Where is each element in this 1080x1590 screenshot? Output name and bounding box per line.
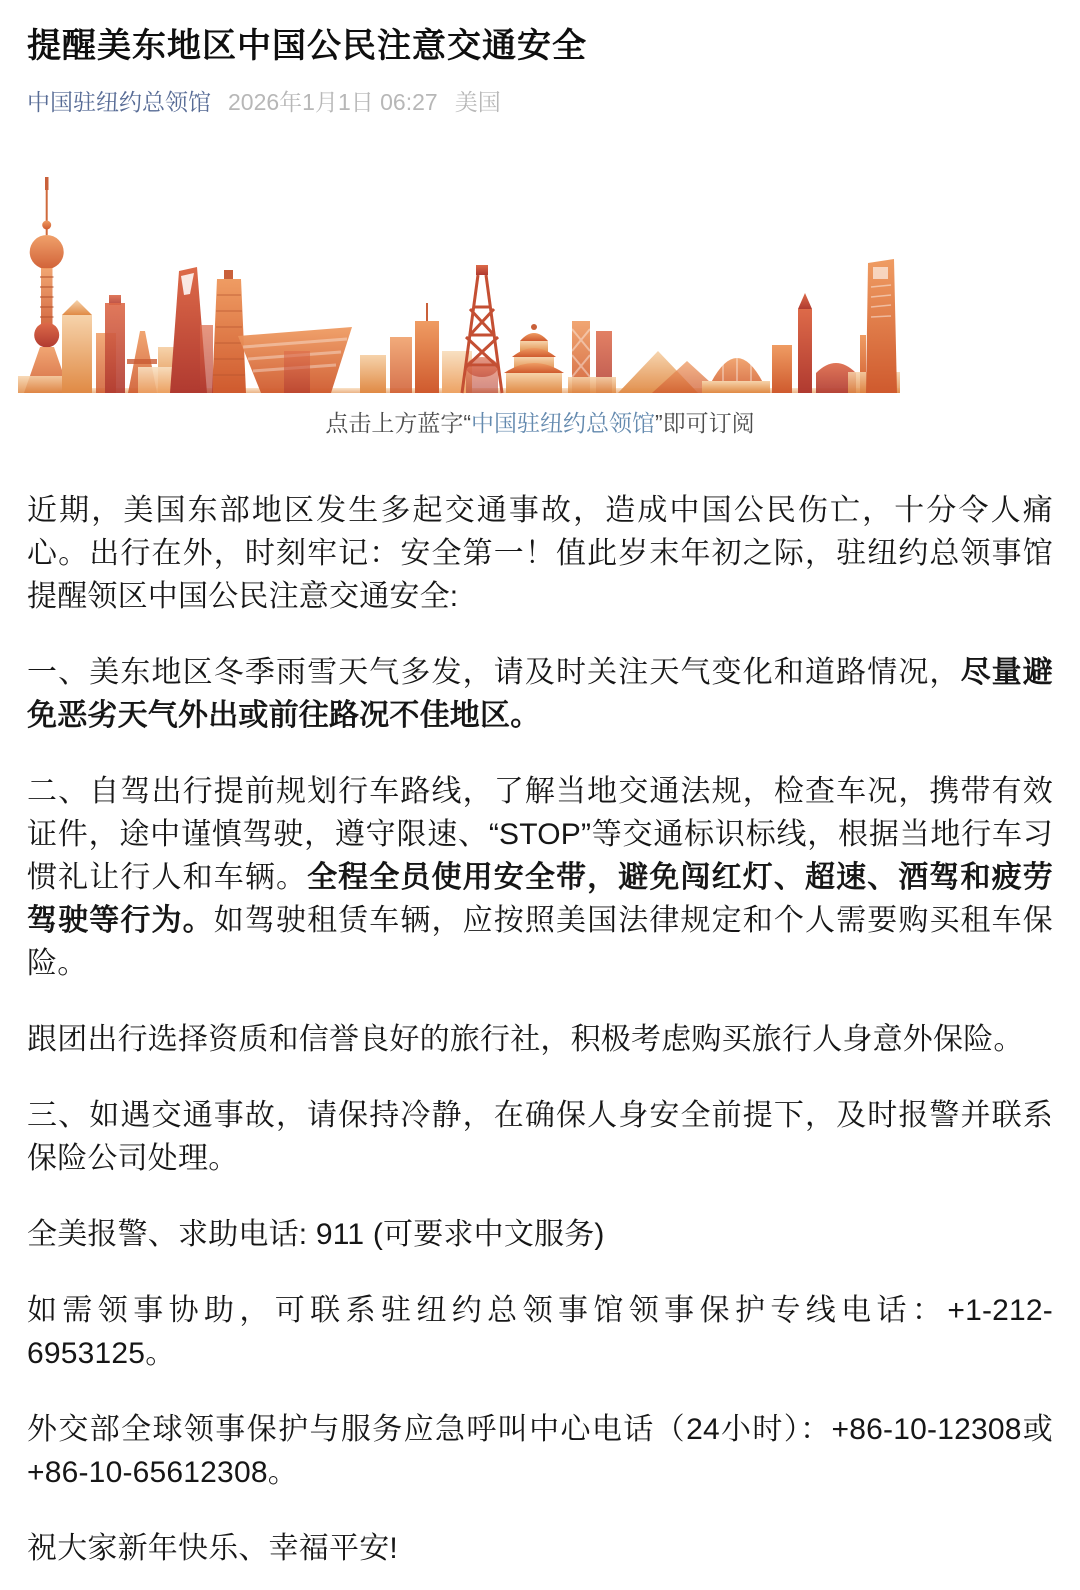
- account-link[interactable]: 中国驻纽约总领馆: [27, 88, 211, 115]
- publish-date: 2026年1月1日 06:27: [228, 88, 438, 115]
- paragraph: [27, 770, 1053, 985]
- paragraph: [27, 1289, 1053, 1375]
- paragraph: [27, 489, 1053, 618]
- left-buildings: [62, 295, 186, 393]
- paragraph-run: 如驾驶租赁车辆，应按照美国法律规定和个人需要购买租车保险。: [27, 903, 1053, 980]
- paragraph: [27, 1094, 1053, 1180]
- paragraph: [27, 1213, 1053, 1256]
- publish-location: 美国: [454, 88, 501, 115]
- paragraph-bold-run: 尽量避免恶劣天气外出或前往路况不佳地区。: [27, 655, 1053, 732]
- china-pavilion: [238, 327, 352, 393]
- braced-towers: [568, 321, 616, 393]
- caption-text-suffix: ”即可订阅: [655, 409, 755, 436]
- paragraph-run: 外交部全球领事保护与服务应急呼叫中心电话（24小时）：+86-10-12308或+86-10-65612308。: [27, 1412, 1053, 1489]
- paragraph: [27, 1527, 1053, 1570]
- paragraph: [27, 1408, 1053, 1494]
- paragraph-run: 全美报警、求助电话: 911 (可要求中文服务): [27, 1217, 605, 1251]
- right-tall-tower: [866, 259, 897, 393]
- paragraph-run: 祝大家新年快乐、幸福平安!: [27, 1531, 398, 1565]
- hero-image: [10, 175, 922, 439]
- temple-of-heaven: [504, 324, 564, 393]
- paragraph: [27, 651, 1053, 737]
- byline: [27, 88, 1053, 117]
- caption-text-prefix: 点击上方蓝字“: [325, 409, 471, 436]
- paragraph-run: 如需领事协助，可联系驻纽约总领事馆领事保护专线电话：+1-212-6953125。: [27, 1293, 1053, 1370]
- article-page: [0, 24, 1080, 1590]
- article-body: [27, 489, 1053, 1570]
- paragraph: [27, 1018, 1053, 1061]
- paragraph-run: 三、如遇交通事故，请保持冷静，在确保人身安全前提下，及时报警并联系保险公司处理。: [27, 1098, 1053, 1175]
- paragraph-run: 近期，美国东部地区发生多起交通事故，造成中国公民伤亡，十分令人痛心。出行在外，时刻牢记：安全第一！值此岁末年初之际，驻纽约总领事馆提醒领区中国公民注意交通安全:: [27, 493, 1053, 613]
- dome-hall: [702, 337, 770, 393]
- paragraph-bold-run: 全程全员使用安全带，避免闯红灯、超速、酒驾和疲劳驾驶等行为。: [27, 860, 1053, 937]
- subscribe-caption: [27, 409, 1053, 439]
- caption-account-link[interactable]: 中国驻纽约总领馆: [471, 409, 655, 436]
- jinmao-tower: [200, 270, 246, 393]
- paragraph-run: 二、自驾出行提前规划行车路线，了解当地交通法规，检查车况，携带有效证件，途中谨慎驾驶，遵守限速、“STOP”等交通标识标线，根据当地行车习惯礼让行人和车辆。: [27, 774, 1053, 894]
- paragraph-run: 一、美东地区冬季雨雪天气多发，请及时关注天气变化和道路情况，: [27, 655, 961, 689]
- shanghai-skyline-illustration: [10, 175, 905, 397]
- article-title: 提醒美东地区中国公民注意交通安全: [27, 27, 587, 65]
- paragraph-run: 跟团出行选择资质和信誉良好的旅行社，积极考虑购买旅行人身意外保险。: [27, 1022, 1024, 1056]
